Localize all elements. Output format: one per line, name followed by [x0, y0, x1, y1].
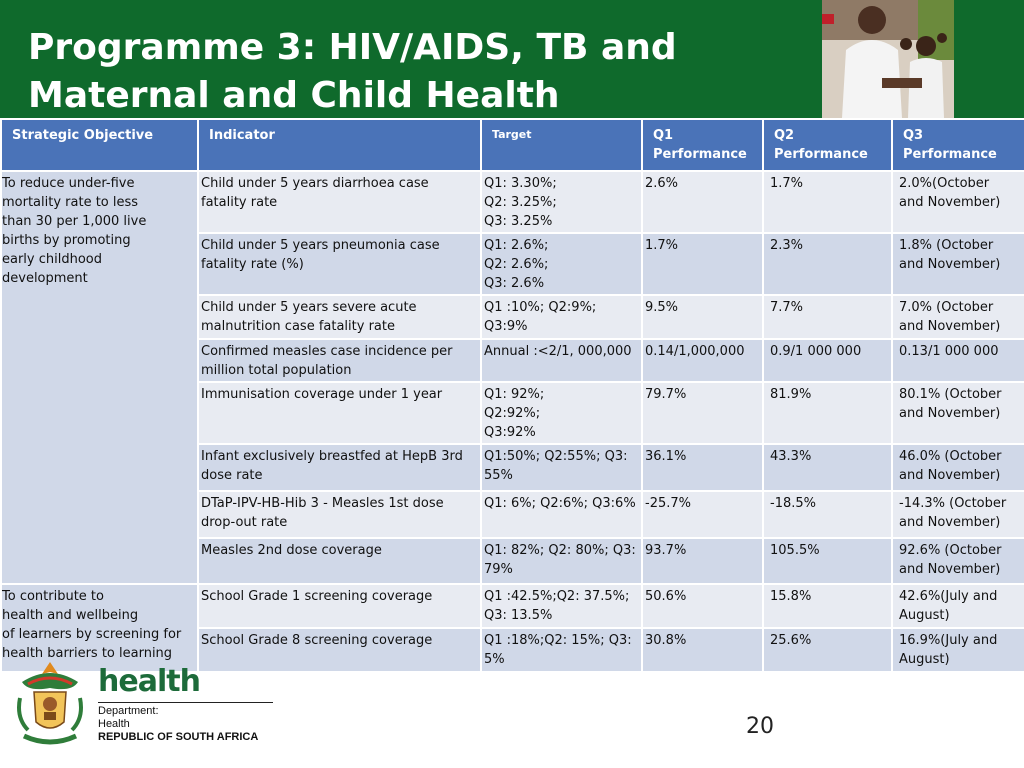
indicator-cell: School Grade 1 screening coverage: [198, 584, 481, 628]
strategic-objective-cell: [1, 171, 198, 584]
indicator-cell: Confirmed measles case incidence per million total population: [198, 339, 481, 382]
q2-cell: 1.7%: [763, 171, 892, 233]
title-banner: [0, 0, 1024, 118]
header-strategic-objective: Strategic Objective: [1, 119, 198, 171]
indicator-cell: DTaP-IPV-HB-Hib 3 - Measles 1st dose drop-out rate: [198, 491, 481, 538]
q3-cell: 7.0% (October and November): [892, 295, 1024, 339]
q1-cell: 36.1%: [642, 444, 763, 491]
target-cell: Q1 :10%; Q2:9%; Q3:9%: [481, 295, 642, 339]
brand-divider: [98, 702, 273, 703]
header-q3-performance: Q3 Performance: [892, 119, 1024, 171]
header-q2-performance: Q2 Performance: [763, 119, 892, 171]
health-brand-wordmark: health: [98, 664, 200, 699]
q3-cell: 1.8% (October and November): [892, 233, 1024, 295]
table-row: [1, 171, 1024, 233]
q2-cell: 0.9/1 000 000: [763, 339, 892, 382]
indicator-cell: Infant exclusively breastfed at HepB 3rd dose rate: [198, 444, 481, 491]
target-cell: Q1 :42.5%;Q2: 37.5%; Q3: 13.5%: [481, 584, 642, 628]
target-cell: Q1:50%; Q2:55%; Q3: 55%: [481, 444, 642, 491]
q2-cell: 105.5%: [763, 538, 892, 584]
q3-cell: 46.0% (October and November): [892, 444, 1024, 491]
page-number: 20: [746, 714, 774, 739]
target-cell: Q1: 82%; Q2: 80%; Q3: 79%: [481, 538, 642, 584]
q3-cell: 16.9%(July and August): [892, 628, 1024, 672]
q2-cell: 43.3%: [763, 444, 892, 491]
nurse-children-photo: [822, 0, 954, 118]
performance-table: [0, 118, 1024, 673]
q1-cell: 2.6%: [642, 171, 763, 233]
target-cell: Q1: 3.30%; Q2: 3.25%; Q3: 3.25%: [481, 171, 642, 233]
q3-cell: 80.1% (October and November): [892, 382, 1024, 444]
indicator-cell: Child under 5 years severe acute malnutrition case fatality rate: [198, 295, 481, 339]
q2-cell: 15.8%: [763, 584, 892, 628]
indicator-cell: Child under 5 years diarrhoea case fatality rate: [198, 171, 481, 233]
q3-cell: 42.6%(July and August): [892, 584, 1024, 628]
department-label: [98, 705, 258, 744]
q1-cell: 1.7%: [642, 233, 763, 295]
q1-cell: 30.8%: [642, 628, 763, 672]
q2-cell: 81.9%: [763, 382, 892, 444]
q1-cell: -25.7%: [642, 491, 763, 538]
q2-cell: -18.5%: [763, 491, 892, 538]
dept-line-1: Department:: [98, 705, 159, 717]
q2-cell: 25.6%: [763, 628, 892, 672]
q2-cell: 7.7%: [763, 295, 892, 339]
q3-cell: 92.6% (October and November): [892, 538, 1024, 584]
table-header-row: [1, 119, 1024, 171]
q1-cell: 50.6%: [642, 584, 763, 628]
table-row: [1, 584, 1024, 628]
objective-text: To contribute to health and wellbeing of learners by screening for health barriers to learning: [2, 589, 182, 661]
q3-cell: 0.13/1 000 000: [892, 339, 1024, 382]
q3-cell: -14.3% (October and November): [892, 491, 1024, 538]
q1-cell: 0.14/1,000,000: [642, 339, 763, 382]
dept-line-3: REPUBLIC OF SOUTH AFRICA: [98, 731, 259, 743]
target-cell: Q1: 6%; Q2:6%; Q3:6%: [481, 491, 642, 538]
header-target: Target: [481, 119, 642, 171]
indicator-cell: Immunisation coverage under 1 year: [198, 382, 481, 444]
target-cell: Q1 :18%;Q2: 15%; Q3: 5%: [481, 628, 642, 672]
dept-line-2: Health: [98, 718, 130, 730]
indicator-cell: Child under 5 years pneumonia case fatality rate (%): [198, 233, 481, 295]
q1-cell: 9.5%: [642, 295, 763, 339]
header-q1-performance: Q1 Performance: [642, 119, 763, 171]
q1-cell: 93.7%: [642, 538, 763, 584]
indicator-cell: School Grade 8 screening coverage: [198, 628, 481, 672]
slide-title: Programme 3: HIV/AIDS, TB and Maternal and Child Health: [28, 27, 677, 116]
q1-cell: 79.7%: [642, 382, 763, 444]
target-cell: Q1: 2.6%; Q2: 2.6%; Q3: 2.6%: [481, 233, 642, 295]
q2-cell: 2.3%: [763, 233, 892, 295]
q3-cell: 2.0%(October and November): [892, 171, 1024, 233]
indicator-cell: Measles 2nd dose coverage: [198, 538, 481, 584]
header-indicator: Indicator: [198, 119, 481, 171]
target-cell: Q1: 92%; Q2:92%; Q3:92%: [481, 382, 642, 444]
objective-text: To reduce under-five mortality rate to less than 30 per 1,000 live births by promoting early childhood development: [2, 176, 147, 286]
target-cell: Annual :<2/1, 000,000: [481, 339, 642, 382]
